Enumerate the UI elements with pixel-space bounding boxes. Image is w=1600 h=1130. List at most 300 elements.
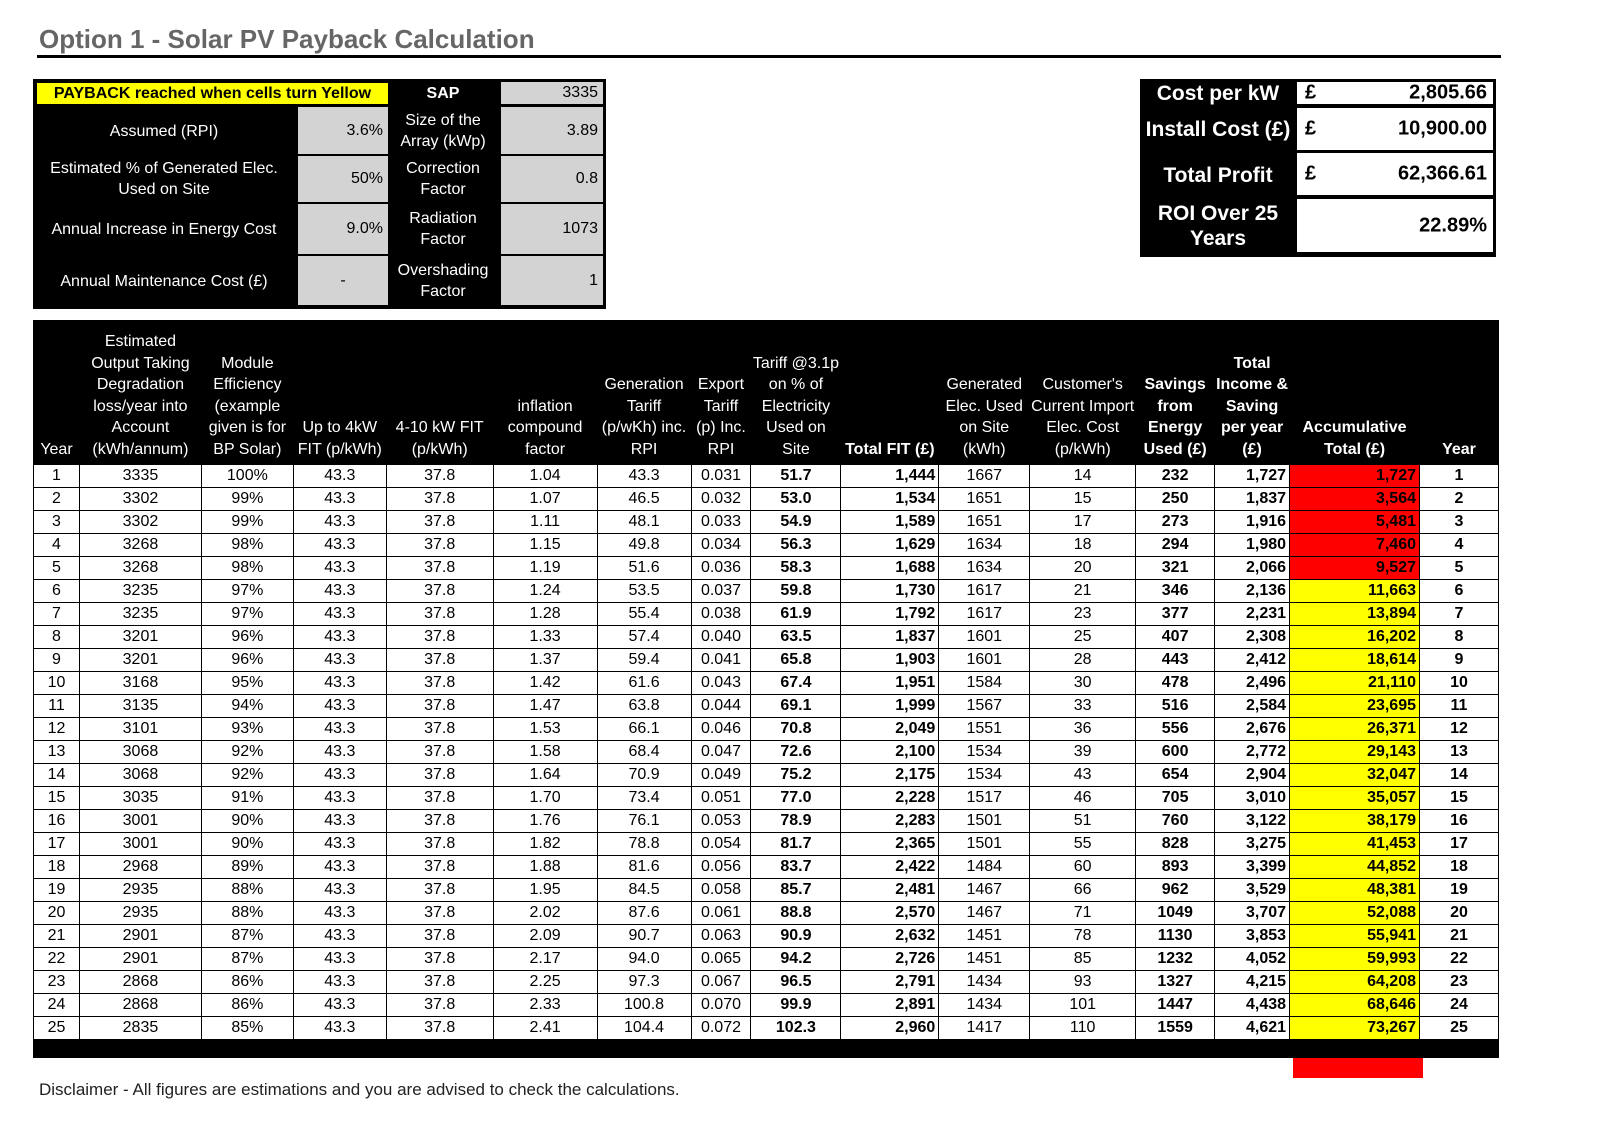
table-cell: 97% (201, 603, 293, 626)
onsite-label: Estimated % of Generated Elec. Used on Site (50, 160, 278, 198)
table-cell: 2,100 (841, 741, 939, 764)
table-cell: 98% (201, 534, 293, 557)
table-cell: 893 (1136, 856, 1215, 879)
table-cell: 1.42 (493, 672, 597, 695)
table-row (34, 557, 1499, 580)
table-cell: 0.072 (691, 1017, 751, 1040)
table-cell: 43.3 (293, 511, 386, 534)
table-row (34, 764, 1499, 787)
table-cell: 1.28 (493, 603, 597, 626)
table-cell: 90% (201, 833, 293, 856)
table-cell: 81.6 (597, 856, 691, 879)
table-cell: 20 (1030, 557, 1136, 580)
table-cell: 1534 (939, 764, 1030, 787)
table-cell: 1.24 (493, 580, 597, 603)
table-cell: 1551 (939, 718, 1030, 741)
table-cell: 1451 (939, 948, 1030, 971)
table-cell: 102.3 (751, 1017, 841, 1040)
accumulative-cell: 68,646 (1290, 994, 1420, 1017)
table-cell: 2,791 (841, 971, 939, 994)
table-cell: 43.3 (293, 741, 386, 764)
table-cell: 104.4 (597, 1017, 691, 1040)
table-cell: 1584 (939, 672, 1030, 695)
table-cell: 1.58 (493, 741, 597, 764)
table-cell: 43.3 (293, 994, 386, 1017)
table-cell: 2968 (79, 856, 201, 879)
header-inflation-factor: inflation compound factor (507, 397, 583, 458)
table-cell: 37.8 (386, 534, 493, 557)
table-cell: 1,688 (841, 557, 939, 580)
table-cell: 556 (1136, 718, 1215, 741)
table-cell: 2,584 (1215, 695, 1290, 718)
table-cell: 1,916 (1215, 511, 1290, 534)
table-row (34, 833, 1499, 856)
table-cell: 23 (1420, 971, 1499, 994)
table-cell: 443 (1136, 649, 1215, 672)
table-cell: 37.8 (386, 902, 493, 925)
onsite-value[interactable]: 50% (298, 156, 388, 202)
table-cell: 1049 (1136, 902, 1215, 925)
table-cell: 1651 (939, 511, 1030, 534)
table-cell: 2,231 (1215, 603, 1290, 626)
table-cell: 37.8 (386, 465, 493, 488)
accumulative-cell: 41,453 (1290, 833, 1420, 856)
table-cell: 43.3 (293, 534, 386, 557)
table-cell: 76.1 (597, 810, 691, 833)
table-cell: 100% (201, 465, 293, 488)
header-year-right: Year (1442, 440, 1476, 458)
accumulative-cell: 21,110 (1290, 672, 1420, 695)
table-cell: 12 (34, 718, 80, 741)
table-cell: 0.034 (691, 534, 751, 557)
overshading-label: Overshading Factor (397, 262, 489, 300)
table-cell: 1.33 (493, 626, 597, 649)
table-cell: 0.056 (691, 856, 751, 879)
table-cell: 407 (1136, 626, 1215, 649)
table-cell: 78.8 (597, 833, 691, 856)
table-cell: 78.9 (751, 810, 841, 833)
table-cell: 2,891 (841, 994, 939, 1017)
table-cell: 10 (34, 672, 80, 695)
table-cell: 0.058 (691, 879, 751, 902)
table-cell: 101 (1030, 994, 1136, 1017)
table-cell: 1617 (939, 603, 1030, 626)
correction-label: Correction Factor (406, 160, 480, 198)
table-cell: 2,049 (841, 718, 939, 741)
table-cell: 13 (1420, 741, 1499, 764)
table-cell: 2,412 (1215, 649, 1290, 672)
table-cell: 1,730 (841, 580, 939, 603)
cost-per-kw-box (1297, 82, 1493, 104)
header-total-fit: Total FIT (£) (845, 440, 935, 458)
table-cell: 14 (34, 764, 80, 787)
table-cell: 2,632 (841, 925, 939, 948)
table-cell: 14 (1030, 465, 1136, 488)
table-cell: 1467 (939, 879, 1030, 902)
table-cell: 89% (201, 856, 293, 879)
table-cell: 37.8 (386, 879, 493, 902)
table-cell: 1434 (939, 994, 1030, 1017)
table-cell: 2.09 (493, 925, 597, 948)
table-cell: 21 (34, 925, 80, 948)
table-cell: 37.8 (386, 626, 493, 649)
accumulative-cell: 59,993 (1290, 948, 1420, 971)
table-cell: 3001 (79, 833, 201, 856)
table-header-row (34, 320, 1499, 465)
table-cell: 43.3 (293, 925, 386, 948)
table-cell: 87% (201, 925, 293, 948)
table-cell: 1634 (939, 557, 1030, 580)
table-cell: 90.9 (751, 925, 841, 948)
table-row (34, 1017, 1499, 1040)
table-cell: 0.049 (691, 764, 751, 787)
table-cell: 37.8 (386, 511, 493, 534)
header-import-cost: Customer's Current Import Elec. Cost (p/kWh) (1031, 376, 1135, 458)
table-cell: 3302 (79, 488, 201, 511)
array-size-value[interactable]: 3.89 (501, 107, 603, 154)
table-cell: 2,283 (841, 810, 939, 833)
table-cell: 1434 (939, 971, 1030, 994)
table-cell: 85 (1030, 948, 1136, 971)
table-cell: 51 (1030, 810, 1136, 833)
table-cell: 66 (1030, 879, 1136, 902)
rpi-value[interactable]: 3.6% (298, 107, 388, 154)
table-cell: 0.067 (691, 971, 751, 994)
table-cell: 30 (1030, 672, 1136, 695)
table-cell: 84.5 (597, 879, 691, 902)
accumulative-cell: 23,695 (1290, 695, 1420, 718)
table-cell: 1232 (1136, 948, 1215, 971)
table-cell: 37.8 (386, 1017, 493, 1040)
total-profit-value: 62,366.61 (1398, 162, 1487, 185)
table-cell: 3302 (79, 511, 201, 534)
table-cell: 294 (1136, 534, 1215, 557)
header-generation-tariff: Generation Tariff (p/wKh) inc. RPI (601, 376, 687, 458)
table-cell: 1,951 (841, 672, 939, 695)
title-divider (37, 55, 1501, 58)
table-cell: 16 (34, 810, 80, 833)
table-cell: 2901 (79, 925, 201, 948)
table-row (34, 580, 1499, 603)
table-cell: 93 (1030, 971, 1136, 994)
table-cell: 3335 (79, 465, 201, 488)
table-cell: 1601 (939, 626, 1030, 649)
accumulative-cell: 55,941 (1290, 925, 1420, 948)
table-row (34, 810, 1499, 833)
table-cell: 2,481 (841, 879, 939, 902)
table-cell: 28 (1030, 649, 1136, 672)
table-cell: 1484 (939, 856, 1030, 879)
table-cell: 1,792 (841, 603, 939, 626)
table-cell: 2935 (79, 902, 201, 925)
table-cell: 24 (1420, 994, 1499, 1017)
accumulative-cell: 52,088 (1290, 902, 1420, 925)
sap-value[interactable]: 3335 (501, 82, 603, 104)
table-cell: 37.8 (386, 971, 493, 994)
table-cell: 654 (1136, 764, 1215, 787)
table-cell: 346 (1136, 580, 1215, 603)
accumulative-cell: 26,371 (1290, 718, 1420, 741)
table-cell: 70.8 (751, 718, 841, 741)
header-export-tariff: Export Tariff (p) Inc. RPI (696, 376, 746, 458)
table-row (34, 695, 1499, 718)
table-cell: 18 (34, 856, 80, 879)
sap-label: SAP (426, 84, 460, 102)
table-cell: 2 (34, 488, 80, 511)
table-cell: 1,903 (841, 649, 939, 672)
payback-note: PAYBACK reached when cells turn Yellow (37, 83, 388, 104)
table-cell: 0.033 (691, 511, 751, 534)
table-row (34, 649, 1499, 672)
accumulative-cell: 48,381 (1290, 879, 1420, 902)
table-cell: 2,136 (1215, 580, 1290, 603)
table-cell: 71 (1030, 902, 1136, 925)
table-row (34, 879, 1499, 902)
table-cell: 21 (1420, 925, 1499, 948)
table-cell: 1534 (939, 741, 1030, 764)
table-cell: 2868 (79, 971, 201, 994)
table-cell: 48.1 (597, 511, 691, 534)
table-cell: 22 (34, 948, 80, 971)
table-cell: 2,676 (1215, 718, 1290, 741)
table-cell: 43.3 (293, 856, 386, 879)
table-cell: 92% (201, 741, 293, 764)
table-cell: 5 (1420, 557, 1499, 580)
table-cell: 72.6 (751, 741, 841, 764)
table-cell: 1130 (1136, 925, 1215, 948)
table-cell: 2,066 (1215, 557, 1290, 580)
table-cell: 0.043 (691, 672, 751, 695)
table-cell: 0.038 (691, 603, 751, 626)
table-cell: 55 (1030, 833, 1136, 856)
table-cell: 86% (201, 994, 293, 1017)
overshading-value[interactable]: 1 (501, 256, 603, 305)
header-accumulative-total: Accumulative Total (£) (1302, 419, 1407, 458)
table-cell: 2,308 (1215, 626, 1290, 649)
table-cell: 962 (1136, 879, 1215, 902)
table-cell: 0.037 (691, 580, 751, 603)
table-cell: 20 (34, 902, 80, 925)
table-cell: 19 (1420, 879, 1499, 902)
table-cell: 1 (1420, 465, 1499, 488)
table-cell: 4,052 (1215, 948, 1290, 971)
table-cell: 3068 (79, 764, 201, 787)
table-cell: 37.8 (386, 488, 493, 511)
table-cell: 17 (1420, 833, 1499, 856)
table-cell: 1,980 (1215, 534, 1290, 557)
table-cell: 3,529 (1215, 879, 1290, 902)
table-cell: 93% (201, 718, 293, 741)
table-cell: 11 (34, 695, 80, 718)
table-cell: 4,621 (1215, 1017, 1290, 1040)
header-tariff-on-site: Tariff @3.1p on % of Electricity Used on Site (752, 354, 840, 458)
table-cell: 3,122 (1215, 810, 1290, 833)
table-cell: 63.8 (597, 695, 691, 718)
table-cell: 0.051 (691, 787, 751, 810)
page-title: Option 1 - Solar PV Payback Calculation (39, 24, 535, 54)
accumulative-cell: 38,179 (1290, 810, 1420, 833)
table-cell: 56.3 (751, 534, 841, 557)
table-cell: 94.2 (751, 948, 841, 971)
disclaimer: Disclaimer - All figures are estimations and you are advised to check the calculations. (39, 1080, 680, 1099)
accumulative-cell: 73,267 (1290, 1017, 1420, 1040)
table-cell: 1 (34, 465, 80, 488)
maintenance-value[interactable]: - (298, 256, 388, 305)
accumulative-cell: 5,481 (1290, 511, 1420, 534)
install-cost-currency: £ (1305, 117, 1317, 140)
payback-table-container (33, 320, 1499, 1058)
table-cell: 3 (1420, 511, 1499, 534)
table-cell: 1517 (939, 787, 1030, 810)
energy-cost-value[interactable]: 9.0% (298, 204, 388, 254)
table-cell: 2,960 (841, 1017, 939, 1040)
table-cell: 2,496 (1215, 672, 1290, 695)
table-cell: 0.054 (691, 833, 751, 856)
table-cell: 2,422 (841, 856, 939, 879)
table-cell: 3,853 (1215, 925, 1290, 948)
table-cell: 0.036 (691, 557, 751, 580)
table-cell: 43.3 (293, 465, 386, 488)
table-cell: 3035 (79, 787, 201, 810)
table-cell: 2,365 (841, 833, 939, 856)
accumulative-cell: 29,143 (1290, 741, 1420, 764)
table-cell: 37.8 (386, 718, 493, 741)
rpi-label: Assumed (RPI) (109, 122, 219, 140)
table-cell: 2,228 (841, 787, 939, 810)
table-cell: 43.3 (293, 948, 386, 971)
table-cell: 87.6 (597, 902, 691, 925)
table-cell: 58.3 (751, 557, 841, 580)
table-cell: 0.065 (691, 948, 751, 971)
table-cell: 39 (1030, 741, 1136, 764)
table-cell: 37.8 (386, 994, 493, 1017)
table-cell: 20 (1420, 902, 1499, 925)
table-cell: 2.25 (493, 971, 597, 994)
maintenance-label: Annual Maintenance Cost (£) (60, 272, 268, 290)
summary-panel (1140, 79, 1496, 257)
table-cell: 99% (201, 511, 293, 534)
table-cell: 3268 (79, 557, 201, 580)
payback-marker (1293, 1058, 1423, 1078)
table-cell: 0.041 (691, 649, 751, 672)
table-cell: 12 (1420, 718, 1499, 741)
table-cell: 2,772 (1215, 741, 1290, 764)
table-cell: 54.9 (751, 511, 841, 534)
table-cell: 43 (1030, 764, 1136, 787)
table-cell: 0.032 (691, 488, 751, 511)
table-cell: 2.02 (493, 902, 597, 925)
table-cell: 8 (1420, 626, 1499, 649)
table-row (34, 465, 1499, 488)
table-cell: 1634 (939, 534, 1030, 557)
table-cell: 7 (1420, 603, 1499, 626)
table-cell: 1,837 (1215, 488, 1290, 511)
table-cell: 61.6 (597, 672, 691, 695)
table-cell: 18 (1420, 856, 1499, 879)
table-cell: 14 (1420, 764, 1499, 787)
radiation-value[interactable]: 1073 (501, 204, 603, 254)
table-cell: 1.04 (493, 465, 597, 488)
table-cell: 90% (201, 810, 293, 833)
table-cell: 3101 (79, 718, 201, 741)
table-cell: 2,904 (1215, 764, 1290, 787)
accumulative-cell: 11,663 (1290, 580, 1420, 603)
roi-box (1297, 199, 1493, 252)
table-cell: 1.88 (493, 856, 597, 879)
table-cell: 43.3 (293, 626, 386, 649)
table-cell: 516 (1136, 695, 1215, 718)
parameters-panel (33, 79, 606, 309)
table-cell: 94% (201, 695, 293, 718)
table-row (34, 994, 1499, 1017)
table-cell: 81.7 (751, 833, 841, 856)
table-cell: 1.64 (493, 764, 597, 787)
accumulative-cell: 16,202 (1290, 626, 1420, 649)
table-cell: 21 (1030, 580, 1136, 603)
table-cell: 43.3 (293, 672, 386, 695)
table-cell: 43.3 (293, 1017, 386, 1040)
table-cell: 10 (1420, 672, 1499, 695)
table-cell: 4,438 (1215, 994, 1290, 1017)
table-cell: 57.4 (597, 626, 691, 649)
table-cell: 2901 (79, 948, 201, 971)
install-cost-value: 10,900.00 (1398, 117, 1487, 140)
table-cell: 43.3 (293, 787, 386, 810)
table-cell: 1451 (939, 925, 1030, 948)
radiation-label: Radiation Factor (409, 210, 477, 248)
table-cell: 3,275 (1215, 833, 1290, 856)
table-cell: 3,010 (1215, 787, 1290, 810)
table-cell: 37.8 (386, 603, 493, 626)
table-cell: 4 (34, 534, 80, 557)
table-cell: 1501 (939, 833, 1030, 856)
install-cost-label: Install Cost (£) (1145, 117, 1291, 141)
table-cell: 43.3 (293, 603, 386, 626)
table-cell: 43.3 (293, 488, 386, 511)
table-cell: 43.3 (293, 764, 386, 787)
table-cell: 37.8 (386, 833, 493, 856)
table-cell: 5 (34, 557, 80, 580)
table-cell: 6 (34, 580, 80, 603)
table-cell: 9 (1420, 649, 1499, 672)
table-cell: 0.053 (691, 810, 751, 833)
table-cell: 23 (1030, 603, 1136, 626)
table-cell: 99.9 (751, 994, 841, 1017)
table-cell: 96% (201, 626, 293, 649)
table-cell: 43.3 (293, 833, 386, 856)
table-cell: 96.5 (751, 971, 841, 994)
table-cell: 98% (201, 557, 293, 580)
table-cell: 24 (34, 994, 80, 1017)
table-cell: 1.70 (493, 787, 597, 810)
correction-value[interactable]: 0.8 (501, 156, 603, 202)
table-cell: 1417 (939, 1017, 1030, 1040)
table-cell: 25 (1030, 626, 1136, 649)
table-cell: 51.6 (597, 557, 691, 580)
roi-value: 22.89% (1419, 214, 1487, 236)
table-cell: 0.063 (691, 925, 751, 948)
table-row (34, 603, 1499, 626)
table-cell: 43.3 (293, 695, 386, 718)
table-cell: 37.8 (386, 580, 493, 603)
table-cell: 0.046 (691, 718, 751, 741)
table-cell: 478 (1136, 672, 1215, 695)
table-cell: 95% (201, 672, 293, 695)
table-cell: 3,399 (1215, 856, 1290, 879)
table-cell: 2.17 (493, 948, 597, 971)
total-profit-label: Total Profit (1163, 163, 1273, 187)
table-cell: 43.3 (293, 810, 386, 833)
